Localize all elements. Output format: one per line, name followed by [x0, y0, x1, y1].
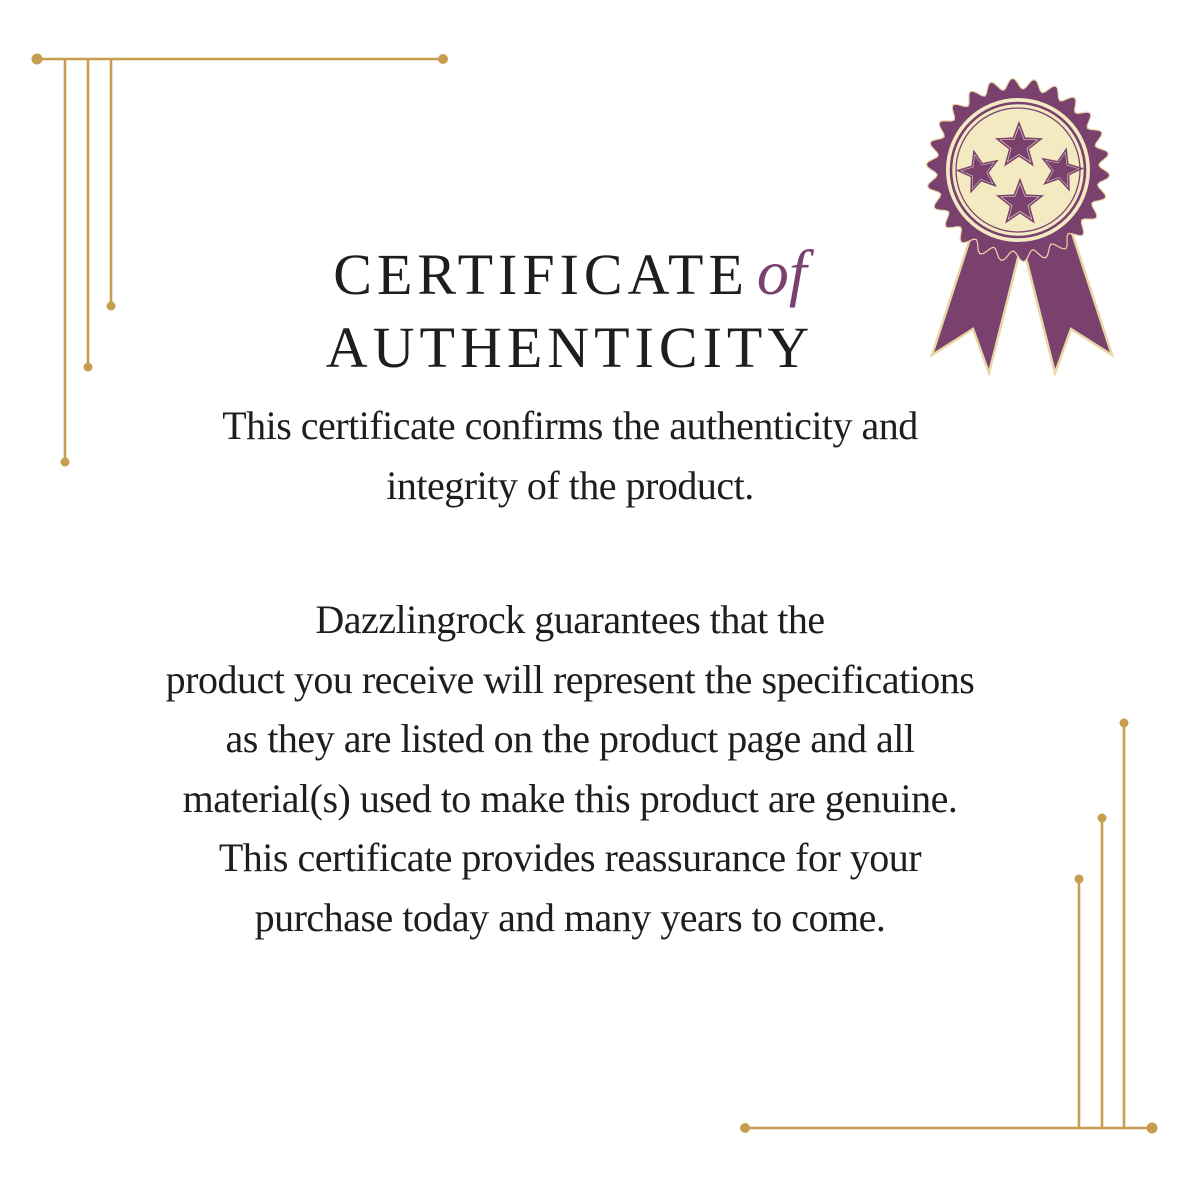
intro-paragraph: [0, 396, 1140, 516]
title-word-of: of: [756, 237, 807, 308]
title-line-1: [333, 237, 807, 308]
guarantee-line: Dazzlingrock guarantees that the: [315, 597, 825, 642]
guarantee-line: product you receive will represent the specifications: [165, 656, 975, 702]
guarantee-line: as they are listed on the product page and all: [225, 716, 915, 761]
title-word-authenticity: AUTHENTICITY: [325, 315, 815, 380]
intro-line: integrity of the product.: [386, 463, 754, 508]
title-word-certificate: CERTIFICATE: [333, 242, 749, 307]
page-title: [0, 236, 1140, 384]
guarantee-paragraph: [0, 590, 1140, 947]
guarantee-line: material(s) used to make this product are genuine.: [182, 775, 958, 821]
intro-line: This certificate confirms the authenticity and: [222, 403, 918, 448]
guarantee-line: This certificate provides reassurance for your: [218, 835, 922, 880]
guarantee-line: purchase today and many years to come.: [254, 894, 886, 940]
